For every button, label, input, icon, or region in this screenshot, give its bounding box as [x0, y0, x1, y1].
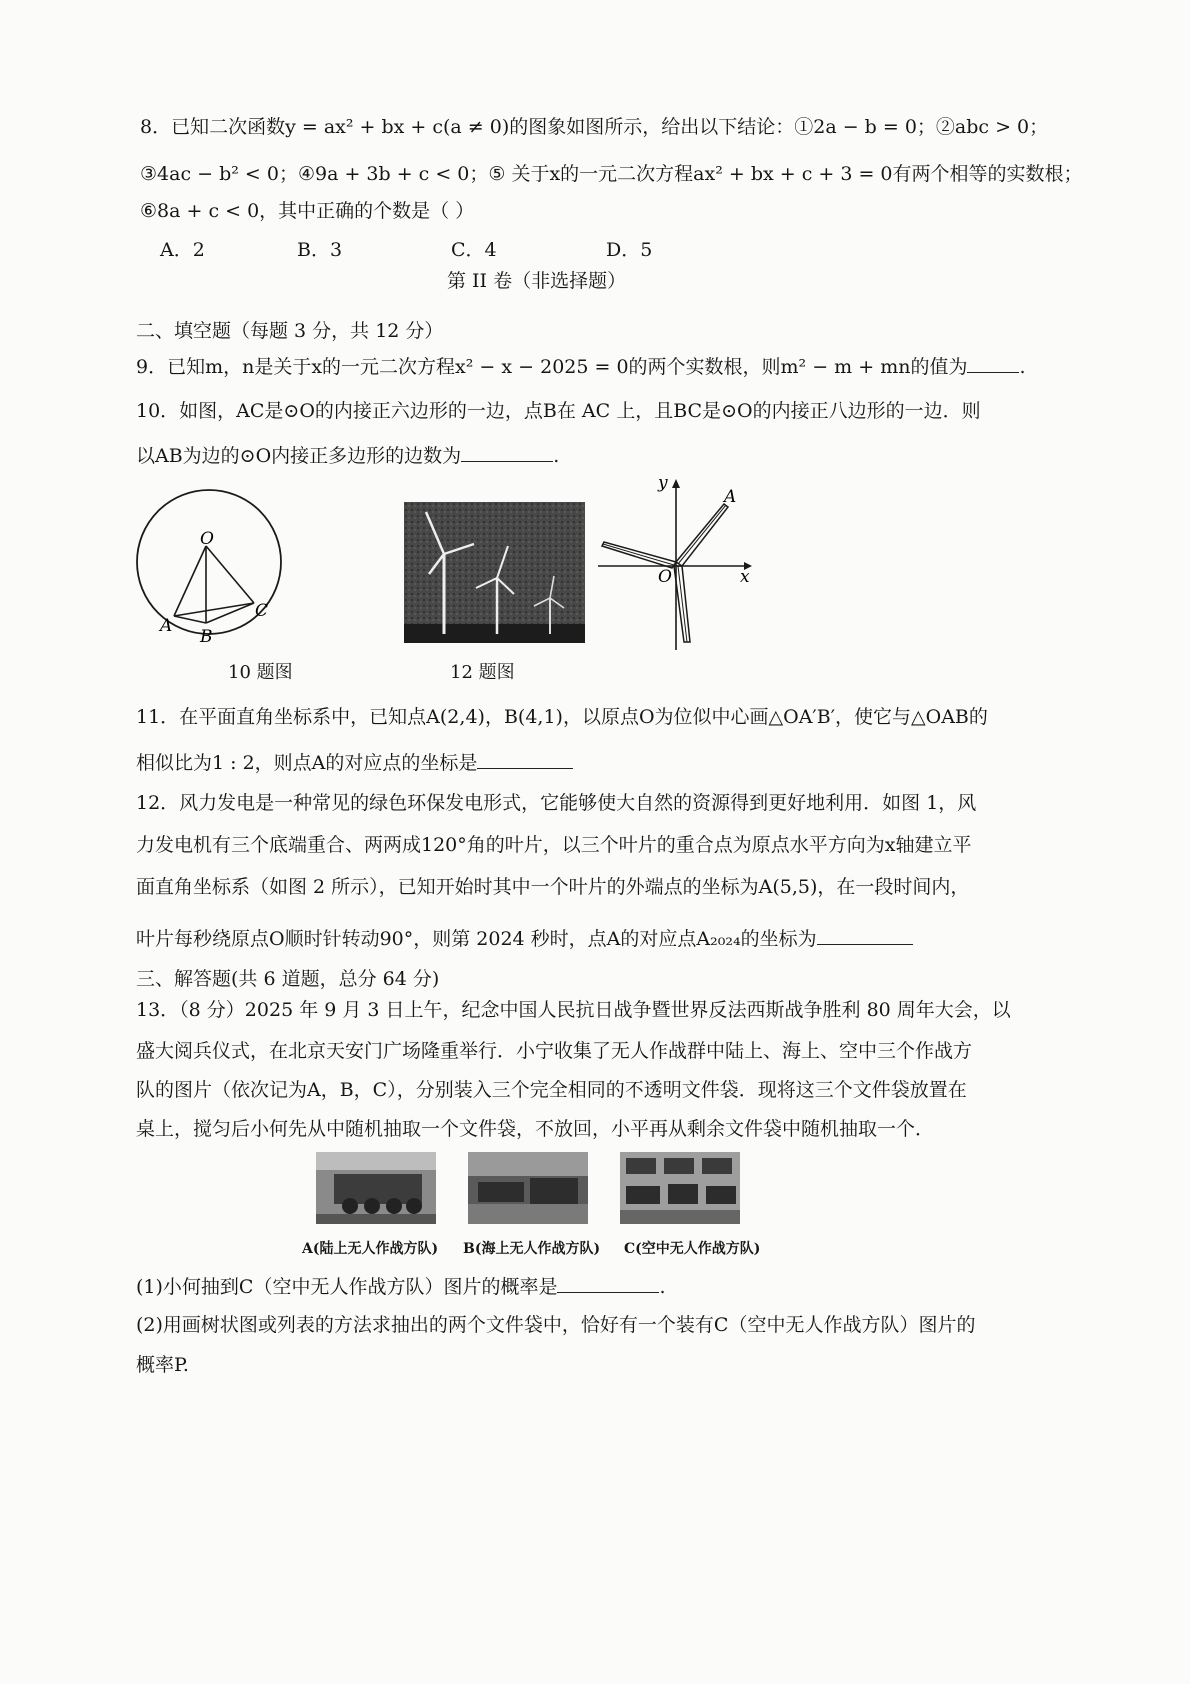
part2-title: 第 II 卷（非选择题） — [447, 270, 627, 292]
caption-b: B(海上无人作战方队) — [463, 1241, 601, 1257]
q10-line1: 10．如图，AC是⊙O的内接正六边形的一边，点B在 AC 上，且BC是⊙O的内接正八边形的一边．则 — [136, 400, 981, 422]
q12-answer-blank — [817, 924, 913, 945]
figure-12-caption: 12 题图 — [450, 662, 515, 683]
q11-line1: 11．在平面直角坐标系中，已知点A(2,4)，B(4,1)，以原点O为位似中心画△OA′B′，使它与△OAB的 — [136, 706, 988, 728]
section3-heading: 三、解答题(共 6 道题，总分 64 分) — [136, 968, 440, 990]
photo-b-sea-squad — [468, 1152, 588, 1224]
segment-oa — [174, 546, 206, 616]
label-point-a: A — [724, 487, 737, 507]
caption-c: C(空中无人作战方队) — [624, 1241, 761, 1257]
q8-option-d: D．5 — [606, 239, 653, 261]
figure-10-caption: 10 题图 — [228, 662, 293, 683]
q8-line1: 8．已知二次函数y = ax² + bx + c(a ≠ 0)的图象如图所示，给出以下结论：①2a − b = 0；②abc > 0； — [140, 116, 1049, 138]
q9-body: 9．已知m，n是关于x的一元二次方程x² − x − 2025 = 0的两个实数根，则m² − m + mn的值为 — [136, 356, 968, 378]
q13-sub1-answer-blank — [557, 1272, 659, 1293]
q12-line4 — [136, 924, 913, 951]
section2-heading: 二、填空题（每题 3 分，共 12 分） — [136, 320, 444, 342]
q12-line2: 力发电机有三个底端重合、两两成120°角的叶片，以三个叶片的重合点为原点水平方向为x轴建立平 — [136, 834, 972, 856]
q10-answer-blank — [461, 441, 553, 462]
wind-turbine-photo — [404, 502, 585, 643]
wind-turbine-image — [404, 502, 585, 643]
q10-line2 — [136, 441, 559, 468]
q11-line2 — [136, 748, 573, 775]
q8-line3: ⑥8a + c < 0，其中正确的个数是（ ） — [140, 200, 475, 222]
q12-line4-text: 叶片每秒绕原点O顺时针转动90°，则第 2024 秒时，点A的对应点A₂₀₂₄的坐标为 — [136, 928, 817, 950]
label-o: O — [200, 529, 214, 549]
q8-option-c: C．4 — [451, 239, 497, 261]
q13-line2: 盛大阅兵仪式，在北京天安门广场隆重举行．小宁收集了无人作战群中陆上、海上、空中三个作战方 — [136, 1040, 973, 1062]
y-axis-arrow — [672, 479, 680, 488]
q9-end: . — [1019, 356, 1026, 378]
label-x: x — [740, 567, 750, 587]
q11-answer-blank — [477, 748, 573, 769]
q9-text — [136, 352, 1026, 379]
segment-oc — [206, 546, 254, 603]
q11-line2-text: 相似比为1 : 2，则点A的对应点的坐标是 — [136, 752, 478, 774]
segment-ab — [174, 616, 206, 623]
q13-sub1-end: . — [659, 1276, 666, 1298]
q10-end: . — [553, 445, 560, 467]
q8-line2: ③4ac − b² < 0；④9a + 3b + c < 0；⑤ 关于x的一元二次方程ax² + bx + c + 3 = 0有两个相等的实数根； — [140, 163, 1083, 185]
figure-12-axes — [594, 474, 774, 654]
q8-option-a: A．2 — [160, 239, 205, 261]
q13-sub2-line2: 概率P. — [136, 1354, 189, 1376]
label-a: A — [160, 616, 173, 636]
photo-a-land-squad — [316, 1152, 436, 1224]
label-origin: O — [658, 567, 672, 587]
q13-line4: 桌上，搅匀后小何先从中随机抽取一个文件袋，不放回，小平再从剩余文件袋中随机抽取一个． — [136, 1118, 935, 1140]
q13-sub1-text: (1)小何抽到C（空中无人作战方队）图片的概率是 — [136, 1276, 558, 1298]
caption-a: A(陆上无人作战方队) — [302, 1241, 439, 1257]
q8-option-b: B．3 — [297, 239, 343, 261]
segment-bc — [206, 603, 254, 623]
q13-sub2-line1: (2)用画树状图或列表的方法求抽出的两个文件袋中，恰好有一个装有C（空中无人作战方队）图片的 — [136, 1314, 976, 1336]
label-y: y — [658, 474, 668, 493]
q13-line1: 13．（8 分）2025 年 9 月 3 日上午，纪念中国人民抗日战争暨世界反法西斯战争胜利 80 周年大会，以 — [136, 999, 1011, 1021]
q13-line3: 队的图片（依次记为A，B，C），分别装入三个完全相同的不透明文件袋．现将这三个文件袋放置在 — [136, 1079, 967, 1101]
q13-sub1 — [136, 1272, 666, 1299]
figure-10-circle — [130, 484, 290, 654]
q12-line1: 12．风力发电是一种常见的绿色环保发电形式，它能够使大自然的资源得到更好地利用．如图 1，风 — [136, 792, 977, 814]
q9-answer-blank — [967, 352, 1019, 373]
segment-ac — [174, 603, 254, 616]
photo-c-air-squad — [620, 1152, 740, 1224]
q10-line2-text: 以AB为边的⊙O内接正多边形的边数为 — [136, 445, 462, 467]
label-b: B — [200, 627, 213, 647]
label-c: C — [255, 601, 269, 621]
q12-line3: 面直角坐标系（如图 2 所示），已知开始时其中一个叶片的外端点的坐标为A(5,5)，在一段时间内， — [136, 876, 970, 898]
